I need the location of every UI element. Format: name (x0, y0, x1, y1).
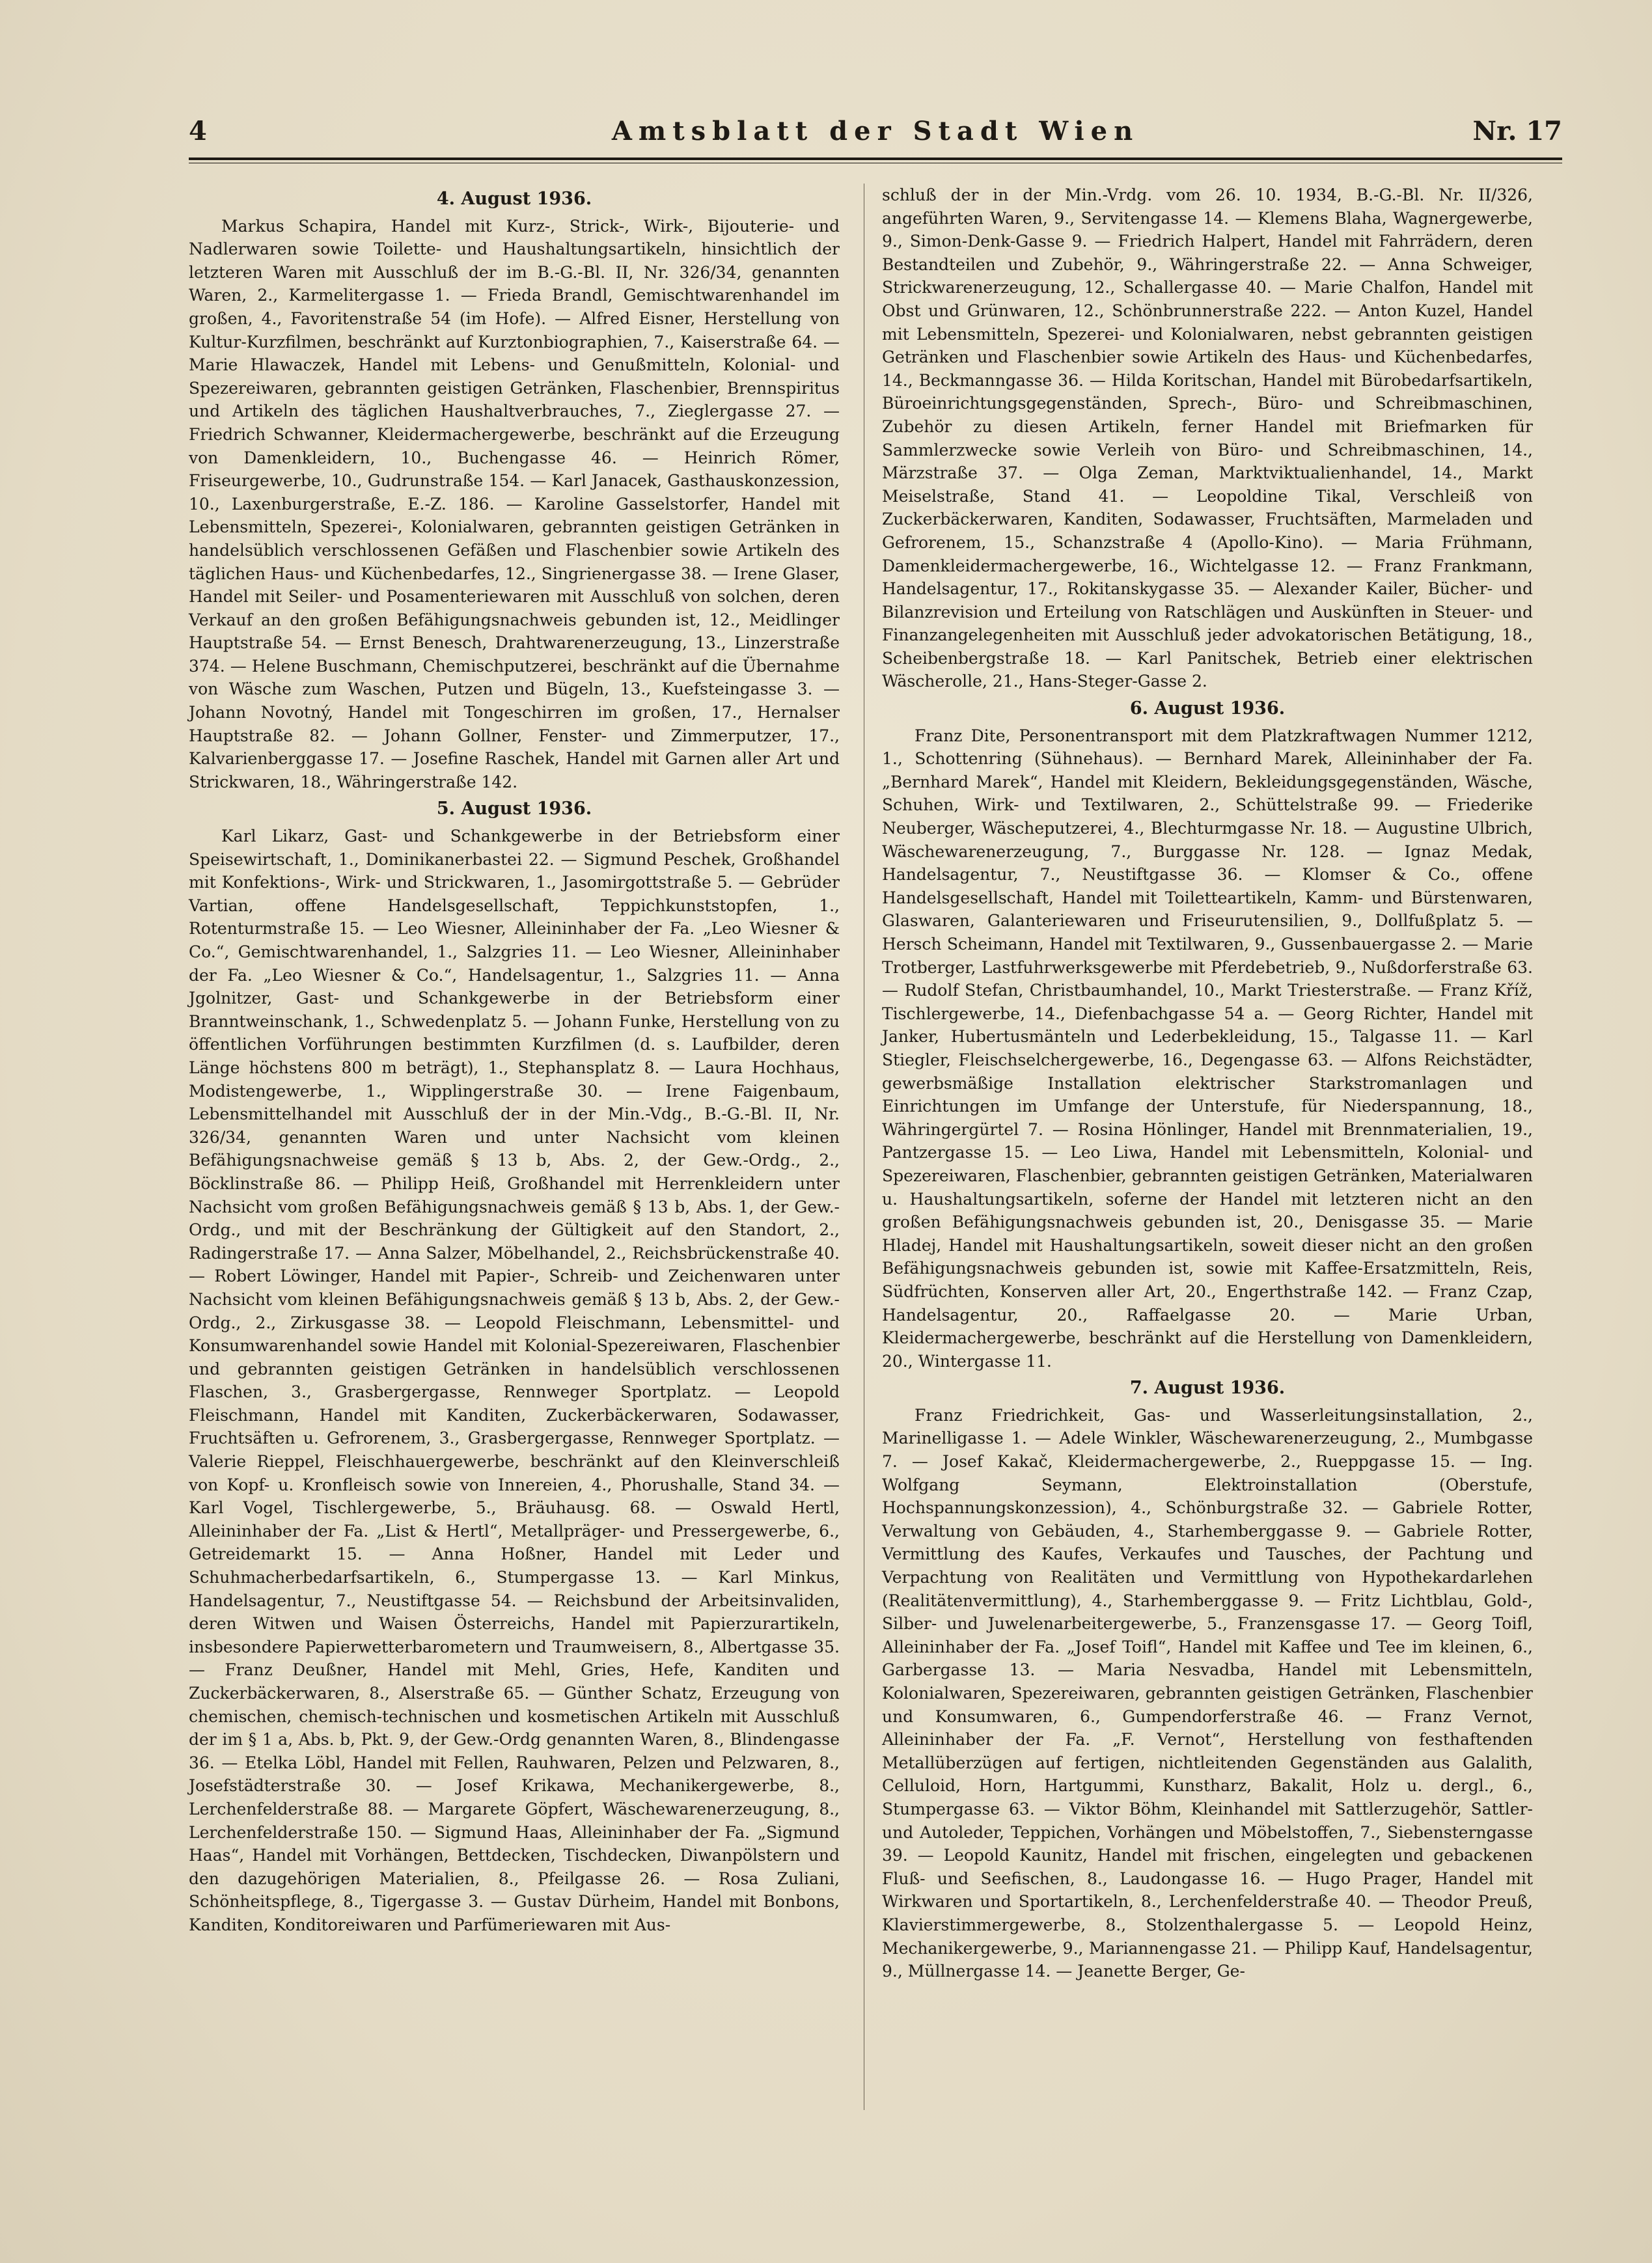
date-heading-aug-4: 4. August 1936. (436, 189, 592, 209)
entries-aug-4: Markus Schapira, Handel mit Kurz-, Strick-, Wirk-, Bijouterie- und Nadlerwaren sowie Toilette- und Haushaltungsartikeln, hinsichtlich der letzteren Waren mit Ausschluß der im B.-G.-Bl. II, Nr. 326/34, genannten Waren, 2., Karmelitergasse 1. — Frieda Brandl, Gemischtwarenhandel im großen, 4., Favoritenstraße 54 (im Hofe). — Alfred Eisner, Herstellung von Kultur-Kurzfilmen, beschränkt auf Kurztonbiographien, 7., Kaiserstraße 64. — Marie Hlawaczek, Handel mit Lebens- und Genußmitteln, Kolonial- und Spezereiwaren, gebrannten geistigen Getränken, Flaschenbier, Brennspiritus und Artikeln des täglichen Haushaltverbrauches, 7., Zieglergasse 27. — Friedrich Schwanner, Kleidermachergewerbe, beschränkt auf die Erzeugung von Damenkleidern, 10., Buchengasse 46. — Heinrich Römer, Friseurgewerbe, 10., Gudrunstraße 154. — Karl Janacek, Gasthauskonzession, 10., Laxenburgerstraße, E.-Z. 186. — Karoline Gasselstorfer, Handel mit Lebensmitteln, Spezerei-, Kolonialwaren, gebrannten geistigen Getränken in handelsüblich verschlossenen Gefäßen und Flaschenbier sowie Artikeln des täglichen Haus- und Küchenbedarfes, 12., Singrienergasse 38. — Irene Glaser, Handel mit Seiler- und Posamenteriewaren mit Ausschluß von solchen, deren Verkauf an den großen Befähigungsnachweis gebunden ist, 12., Meidlinger Hauptstraße 54. — Ernst Benesch, Drahtwarenerzeugung, 13., Linzerstraße 374. — Helene Buschmann, Chemischputzerei, beschränkt auf die Übernahme von Wäsche zum Waschen, Putzen und Bügeln, 13., Kuefsteingasse 3. — Johann Novotný, Handel mit Tongeschirren im großen, 17., Hernalser Hauptstraße 82. — Johann Gollner, Fenster- und Zimmerputzer, 17., Kalvarienberggasse 17. — Josefine Raschek, Handel mit Garnen aller Art und Strickwaren, 18., Währingerstraße 142. (189, 216, 840, 791)
entries-aug-5-continued: schluß der in der Min.-Vrdg. vom 26. 10. 1934, B.-G.-Bl. Nr. II/326, angeführten Waren, 9., Servitengasse 14. — Klemens Blaha, Wagnergewerbe, 9., Simon-Denk-Gasse 9. — Friedrich Halpert, Handel mit Fahrrädern, deren Bestandteilen und Zubehör, 9., Währingerstraße 22. — Anna Schweiger, Strickwarenerzeugung, 12., Schallergasse 40. — Marie Chalfon, Handel mit Obst und Grünwaren, 12., Schönbrunnerstraße 222. — Anton Kuzel, Handel mit Lebensmitteln, Spezerei- und Kolonialwaren, nebst gebrannten geistigen Getränken und Flaschenbier sowie Artikeln des Haus- und Küchenbedarfes, 14., Beckmanngasse 36. — Hilda Koritschan, Handel mit Bürobedarfsartikeln, Büroeinrichtungsgegenständen, Sprech-, Büro- und Schreibmaschinen, Zubehör zu diesen Artikeln, ferner Handel mit Briefmarken für Sammlerzwecke sowie Verleih von Büro- und Schreibmaschinen, 14., Märzstraße 37. — Olga Zeman, Marktviktualienhandel, 14., Markt Meiselstraße, Stand 41. — Leopoldine Tikal, Verschleiß von Zuckerbäckerwaren, Kanditen, Sodawasser, Fruchtsäften, Marmeladen und Gefrorenem, 15., Schanzstraße 4 (Apollo-Kino). — Maria Frühmann, Damenkleidermachergewerbe, 16., Wichtelgasse 12. — Franz Frankmann, Handelsagentur, 17., Rokitanskygasse 35. — Alexander Kailer, Bücher- und Bilanzrevision und Erteilung von Ratschlägen und Auskünften in Steuer- und Finanzangelegenheiten mit Ausschluß jeder advokatorischen Betätigung, 18., Scheibenbergstraße 18. — Karl Panitschek, Betrieb einer elektrischen Wäscherolle, 21., Hans-Steger-Gasse 2. (882, 185, 1533, 691)
page-header (189, 116, 1562, 155)
header-rule (189, 158, 1562, 160)
date-heading-aug-6: 6. August 1936. (1129, 698, 1286, 719)
left-column (189, 184, 840, 1937)
page-number: 4 (189, 116, 207, 146)
entries-aug-5: Karl Likarz, Gast- und Schankgewerbe in der Betriebsform einer Speisewirtschaft, 1., Dominikanerbastei 22. — Sigmund Peschek, Großhandel mit Konfektions-, Wirk- und Strickwaren, 1., Jasomirgottstraße 5. — Gebrüder Vartian, offene Handelsgesellschaft, Teppichkunststopfen, 1., Rotenturmstraße 15. — Leo Wiesner, Alleininhaber der Fa. „Leo Wiesner & Co.“, Gemischtwarenhandel, 1., Salzgries 11. — Leo Wiesner, Alleininhaber der Fa. „Leo Wiesner & Co.“, Handelsagentur, 1., Salzgries 11. — Anna Jgolnitzer, Gast- und Schankgewerbe in der Betriebsform einer Branntweinschank, 1., Schwedenplatz 5. — Johann Funke, Herstellung von zu öffentlichen Vorführungen bestimmten Kurzfilmen (d. s. Laufbilder, deren Länge höchstens 800 m beträgt), 1., Stephansplatz 8. — Laura Hochhaus, Modistengewerbe, 1., Wipplingerstraße 30. — Irene Faigenbaum, Lebensmittelhandel mit Ausschluß der in der Min.-Vdg., B.-G.-Bl. II, Nr. 326/34, genannten Waren und unter Nachsicht vom kleinen Befähigungsnachweise gemäß § 13 b, Abs. 2, der Gew.-Ordg., 2., Böcklinstraße 86. — Philipp Heiß, Großhandel mit Herrenkleidern unter Nachsicht vom großen Befähigungsnachweis gemäß § 13 b, Abs. 1, der Gew.-Ordg., und mit der Beschränkung der Gültigkeit auf den Standort, 2., Radingerstraße 17. — Anna Salzer, Möbelhandel, 2., Reichsbrückenstraße 40. — Robert Löwinger, Handel mit Papier-, Schreib- und Zeichenwaren unter Nachsicht vom kleinen Befähigungsnachweis gemäß § 13 b, Abs. 2, der Gew.-Ordg., 2., Zirkusgasse 38. — Leopold Fleischmann, Lebensmittel- und Konsumwarenhandel sowie Handel mit Kolonial-Spezereiwaren, Flaschenbier und gebrannten geistigen Getränken in handelsüblich verschlossenen Flaschen, 3., Grasbergergasse, Rennweger Sportplatz. — Leopold Fleischmann, Handel mit Kanditen, Zuckerbäckerwaren, Sodawasser, Fruchtsäften u. Gefrorenem, 3., Grasbergergasse, Rennweger Sportplatz. — Valerie Rieppel, Fleischhauergewerbe, beschränkt auf den Kleinverschleiß von Kopf- u. Kronfleisch sowie von Innereien, 4., Phorushalle, Stand 34. — Karl Vogel, Tischlergewerbe, 5., Bräuhausg. 68. — Oswald Hertl, Alleininhaber der Fa. „List & Hertl“, Metallpräger- und Pressergewerbe, 6., Getreidemarkt 15. — Anna Hoßner, Handel mit Leder und Schuhmacherbedarfsartikeln, 6., Stumpergasse 13. — Karl Minkus, Handelsagentur, 7., Neustiftgasse 54. — Reichsbund der Arbeitsinvaliden, deren Witwen und Waisen Österreichs, Handel mit Papierzurartikeln, insbesondere Papierwetterbarometern und Traumweisern, 8., Albertgasse 35. — Franz Deußner, Handel mit Mehl, Gries, Hefe, Kanditen und Zuckerbäckerwaren, 8., Alserstraße 65. — Günther Schatz, Erzeugung von chemischen, chemisch-technischen und kosmetischen Artikeln mit Ausschluß der im § 1 a, Abs. b, Pkt. 9, der Gew.-Ordg genannten Waren, 8., Blindengasse 36. — Etelka Löbl, Handel mit Fellen, Rauhwaren, Pelzen und Pelzwaren, 8., Josefstädterstraße 30. — Josef Krikawa, Mechanikergewerbe, 8., Lerchenfelderstraße 88. — Margarete Göpfert, Wäschewarenerzeugung, 8., Lerchenfelderstraße 150. — Sigmund Haas, Alleininhaber der Fa. „Sigmund Haas“, Handel mit Vorhängen, Bettdecken, Tischdecken, Diwanpölstern und den dazugehörigen Materialien, 8., Pfeilgasse 26. — Rosa Zuliani, Schönheitspflege, 8., Tigergasse 3. — Gustav Dürheim, Handel mit Bonbons, Kanditen, Konditoreiwaren und Parfümeriewaren mit Aus- (189, 827, 840, 1934)
date-heading-aug-7: 7. August 1936. (1129, 1378, 1286, 1399)
publication-title: Amtsblatt der Stadt Wien (611, 116, 1140, 146)
right-column (882, 184, 1533, 1983)
entries-aug-7: Franz Friedrichkeit, Gas- und Wasserleitungsinstallation, 2., Marinelligasse 1. — Adele Winkler, Wäschewarenerzeugung, 2., Mumbgasse 7. — Josef Kakač, Kleidermachergewerbe, 2., Rueppgasse 15. — Ing. Wolfgang Seymann, Elektroinstallation (Oberstufe, Hochspannungskonzession), 4., Schönburgstraße 32. — Gabriele Rotter, Verwaltung von Gebäuden, 4., Starhemberggasse 9. — Gabriele Rotter, Vermittlung des Kaufes, Verkaufes und Tausches, der Pachtung und Verpachtung von Realitäten und Vermittlung von Hypothekardarlehen (Realitätenvermittlung), 4., Starhemberggasse 9. — Fritz Lichtblau, Gold-, Silber- und Juwelenarbeitergewerbe, 5., Franzensgasse 17. — Georg Toifl, Alleininhaber der Fa. „Josef Toifl“, Handel mit Kaffee und Tee im kleinen, 6., Garbergasse 13. — Maria Nesvadba, Handel mit Lebensmitteln, Kolonialwaren, Spezereiwaren, gebrannten geistigen Getränken, Flaschenbier und Konsumwaren, 6., Gumpendorferstraße 46. — Franz Vernot, Alleininhaber der Fa. „F. Vernot“, Herstellung von festhaftenden Metallüberzügen auf fertigen, nichtleitenden Gegenständen aus Galalith, Celluloid, Horn, Hartgummi, Kunstharz, Bakalit, Holz u. dergl., 6., Stumpergasse 63. — Viktor Böhm, Kleinhandel mit Sattlerzugehör, Sattler- und Autoleder, Teppichen, Vorhängen und Möbelstoffen, 7., Siebensterngasse 39. — Leopold Kaunitz, Handel mit frischen, eingelegten und gebackenen Fluß- und Seefischen, 8., Laudongasse 16. — Hugo Prager, Handel mit Wirkwaren und Sportartikeln, 8., Lerchenfelderstraße 40. — Theodor Preuß, Klavierstimmergewerbe, 8., Stolzenthalergasse 5. — Leopold Heinz, Mechanikergewerbe, 9., Mariannengasse 21. — Philipp Kauf, Handelsagentur, 9., Müllnergasse 14. — Jeanette Berger, Ge- (882, 1405, 1533, 1981)
entries-aug-6: Franz Dite, Personentransport mit dem Platzkraftwagen Nummer 1212, 1., Schottenring (Sühnehaus). — Bernhard Marek, Alleininhaber der Fa. „Bernhard Marek“, Handel mit Kleidern, Bekleidungsgegenständen, Wäsche, Schuhen, Wirk- und Textilwaren, 2., Schüttelstraße 99. — Friederike Neuberger, Wäscheputzerei, 4., Blechturmgasse Nr. 18. — Augustine Ulbrich, Wäschewarenerzeugung, 7., Burggasse Nr. 128. — Ignaz Medak, Handelsagentur, 7., Neustiftgasse 36. — Klomser & Co., offene Handelsgesellschaft, Handel mit Toiletteartikeln, Kamm- und Bürstenwaren, Glaswaren, Galanteriewaren und Friseurutensilien, 9., Dollfußplatz 5. — Hersch Scheimann, Handel mit Textilwaren, 9., Gussenbauergasse 2. — Marie Trotberger, Lastfuhrwerksgewerbe mit Pferdebetrieb, 9., Nußdorferstraße 63. — Rudolf Stefan, Christbaumhandel, 10., Markt Triesterstraße. — Franz Kříž, Tischlergewerbe, 14., Diefenbachgasse 54 a. — Georg Richter, Handel mit Janker, Hubertusmänteln und Lederbekleidung, 15., Talgasse 11. — Karl Stiegler, Fleischselchergewerbe, 16., Degengasse 63. — Alfons Reichstädter, gewerbsmäßige Installation elektrischer Starkstromanlagen und Einrichtungen im Umfange der Unterstufe, für Niederspannung, 18., Währingergürtel 7. — Rosina Hönlinger, Handel mit Brennmaterialien, 19., Pantzergasse 15. — Leo Liwa, Handel mit Lebensmitteln, Kolonial- und Spezereiwaren, Flaschenbier, gebrannten geistigen Getränken, Materialwaren u. Haushaltungsartikeln, soferne der Handel mit letzteren nicht an den großen Befähigungsnachweis gebunden ist, 20., Denisgasse 35. — Marie Hladej, Handel mit Haushaltungsartikeln, soweit dieser nicht an den großen Befähigungsnachweis gebunden ist, sowie mit Kaffee-Ersatzmitteln, Reis, Südfrüchten, Konserven aller Art, 20., Engerthstraße 142. — Franz Czap, Handelsagentur, 20., Raffaelgasse 20. — Marie Urban, Kleidermachergewerbe, beschränkt auf die Herstellung von Damenkleidern, 20., Wintergasse 11. (882, 726, 1533, 1371)
issue-number: Nr. 17 (1472, 116, 1562, 146)
date-heading-aug-5: 5. August 1936. (436, 799, 592, 819)
